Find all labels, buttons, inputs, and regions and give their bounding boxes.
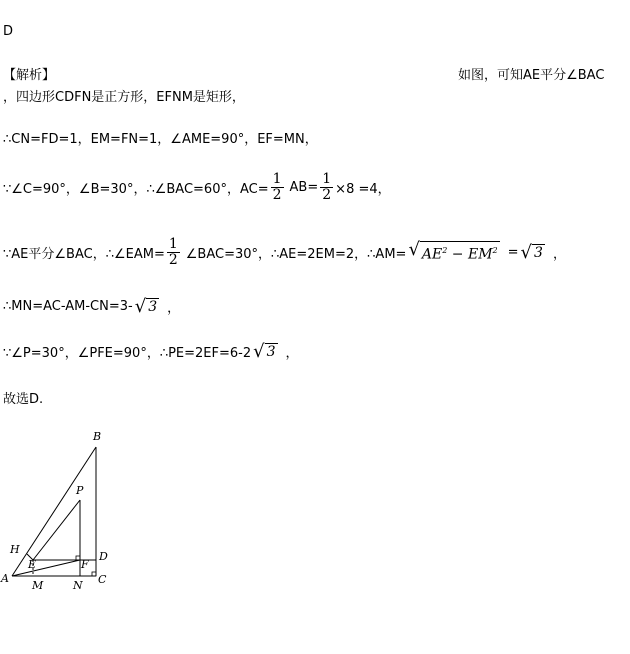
geometry-figure — [0, 420, 140, 600]
step-4-text-a: ∴MN=AC-AM-CN=3- — [3, 299, 133, 314]
fraction-numerator: 1 — [272, 171, 282, 187]
label-b: B — [93, 430, 102, 443]
radical-three — [520, 241, 545, 263]
analysis-tag: 【解析】 — [3, 68, 56, 83]
step-5-text-b: ， — [285, 346, 299, 361]
step-2-text-a: ∵∠C=90°，∠B=30°，∴∠BAC=60°，AC= — [3, 182, 269, 197]
step-2-text-b: AB= — [289, 180, 319, 195]
fraction-denominator: 2 — [272, 187, 282, 203]
step-5-text-a: ∵∠P=30°，∠PFE=90°，∴PE=2EF=6-2 — [3, 346, 252, 361]
sqrt-sign: √ — [253, 340, 265, 362]
segment-ae-f — [12, 560, 80, 576]
fraction-denominator: 2 — [322, 187, 332, 203]
fraction-numerator: 1 — [168, 236, 178, 252]
fraction-half — [167, 237, 180, 268]
radicand: 3 — [148, 298, 158, 315]
radicand: $AE^2 - EM^2$ — [420, 241, 500, 264]
radical-three — [134, 295, 159, 317]
step-3 — [3, 237, 566, 268]
fraction-numerator: 1 — [322, 171, 332, 187]
radical-am — [408, 241, 499, 264]
step-3-text-b: ∠BAC=30°，∴AE=2EM=2，∴AM= — [185, 247, 407, 262]
step-2-text-c: ×8 =4， — [335, 182, 391, 197]
label-a: A — [1, 572, 9, 585]
label-f: F — [81, 558, 89, 571]
segment-ep — [33, 500, 80, 560]
answer-letter: D — [3, 24, 14, 39]
step-4 — [3, 297, 180, 316]
sqrt-sign: √ — [134, 295, 147, 317]
segment-ab — [12, 447, 96, 576]
right-angle-mark-f — [76, 556, 80, 560]
label-m: M — [32, 579, 44, 592]
step-4-text-b: ， — [167, 301, 181, 316]
intro-text-2: ，四边形CDFN是正方形，EFNM是矩形， — [3, 90, 245, 105]
label-c: C — [98, 573, 107, 586]
conclusion: 故选D. — [3, 392, 44, 407]
step-5 — [3, 342, 299, 361]
sqrt-sign: √ — [520, 241, 533, 263]
sqrt-sign: √ — [408, 239, 420, 261]
step-3-text-a: ∵AE平分∠BAC，∴∠EAM= — [3, 247, 165, 262]
radical-three — [253, 340, 277, 362]
radicand: 3 — [266, 343, 276, 360]
fraction-denominator: 2 — [168, 252, 178, 268]
step-1: ∴CN=FD=1，EM=FN=1，∠AME=90°，EF=MN， — [3, 132, 318, 147]
label-d: D — [99, 550, 108, 563]
right-angle-mark-c — [92, 572, 96, 576]
label-h: H — [10, 543, 20, 556]
step-3-text-c: = — [507, 245, 519, 260]
step-2 — [3, 172, 391, 203]
radicand: 3 — [534, 244, 543, 261]
label-n: N — [73, 579, 83, 592]
fraction-half — [271, 172, 284, 203]
label-e: E — [28, 558, 37, 571]
fraction-half — [320, 172, 333, 203]
intro-text: 如图，可知AE平分∠BAC — [458, 68, 605, 83]
step-3-text-d: ， — [552, 247, 566, 262]
label-p: P — [76, 484, 84, 497]
